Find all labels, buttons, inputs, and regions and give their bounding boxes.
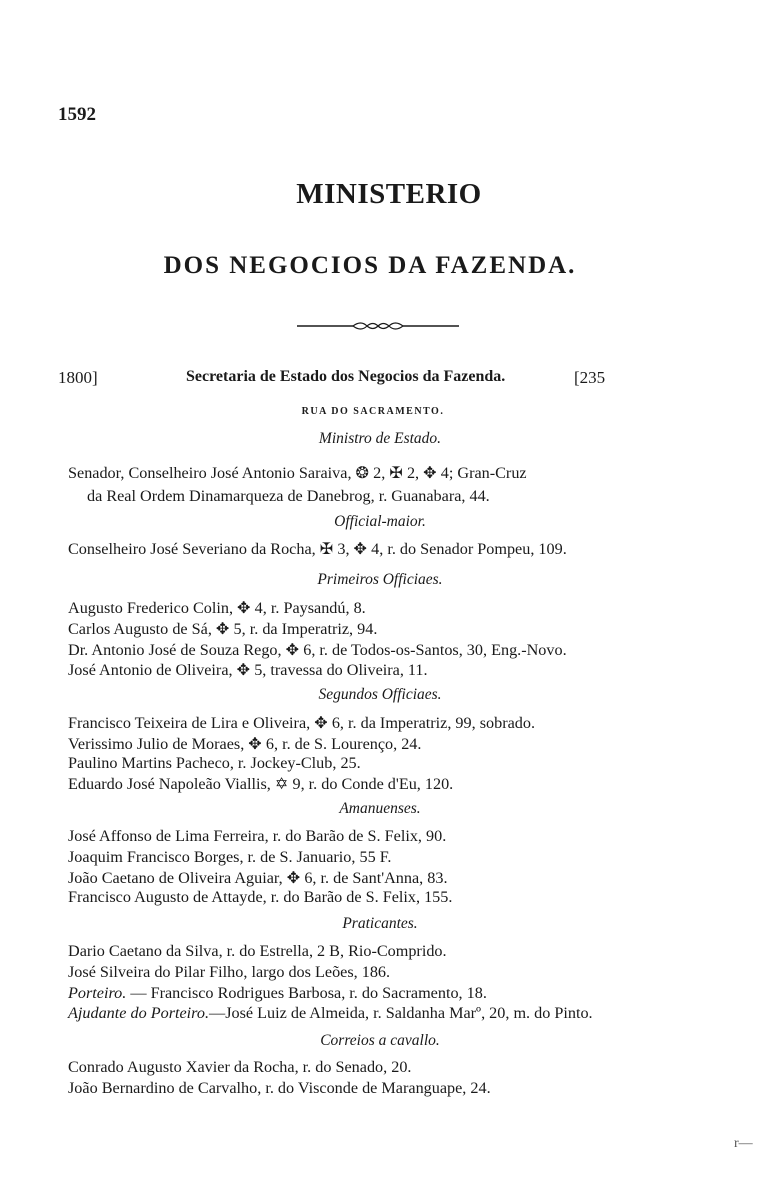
porteiro-label: Porteiro. <box>68 984 127 1002</box>
list-item: Dr. Antonio José de Souza Rego, ✥ 6, r. de Todos-os-Santos, 30, Eng.-Novo. <box>68 641 567 659</box>
address: RUA DO SACRAMENTO. <box>301 406 445 417</box>
list-item: Conrado Augusto Xavier da Rocha, r. do Senado, 20. <box>68 1058 412 1076</box>
ajudante-line <box>68 1004 593 1023</box>
ornamental-rule-icon <box>297 318 459 334</box>
list-item: Eduardo José Napoleão Viallis, ✡ 9, r. do Conde d'Eu, 120. <box>68 775 454 793</box>
porteiro-line <box>68 984 487 1003</box>
text-line: Senador, Conselheiro José Antonio Saraiva, ❂ 2, ✠ 2, ✥ 4; Gran-Cruz <box>68 464 527 482</box>
page-number: 1592 <box>58 104 96 125</box>
text-line: Conselheiro José Severiano da Rocha, ✠ 3, ✥ 4, r. do Senador Pompeu, 109. <box>68 540 567 558</box>
ministry-subtitle: DOS NEGOCIOS DA FAZENDA. <box>163 252 577 279</box>
section-primeiros: Primeiros Officiaes. <box>317 571 443 588</box>
section-correios: Correios a cavallo. <box>320 1032 440 1049</box>
list-item: José Affonso de Lima Ferreira, r. do Barão de S. Felix, 90. <box>68 827 447 845</box>
entry-header <box>58 368 718 392</box>
list-item: Augusto Frederico Colin, ✥ 4, r. Paysandú, 8. <box>68 599 366 617</box>
list-item: Francisco Teixeira de Lira e Oliveira, ✥ 6, r. da Imperatriz, 99, sobrado. <box>68 714 536 732</box>
list-item: João Bernardino de Carvalho, r. do Visconde de Maranguape, 24. <box>68 1079 491 1097</box>
section-official-maior: Official-maior. <box>334 513 426 530</box>
ajudante-label: Ajudante do Porteiro. <box>68 1004 210 1022</box>
list-item: Paulino Martins Pacheco, r. Jockey-Club, 25. <box>68 754 361 772</box>
entry-title: Secretaria de Estado dos Negocios da Fazenda. <box>186 368 506 385</box>
list-item: Dario Caetano da Silva, r. do Estrella, 2 B, Rio-Comprido. <box>68 942 447 960</box>
list-item: Joaquim Francisco Borges, r. de S. Januario, 55 F. <box>68 848 392 866</box>
list-item: José Silveira do Pilar Filho, largo dos Leões, 186. <box>68 963 391 981</box>
list-item: José Antonio de Oliveira, ✥ 5, travessa do Oliveira, 11. <box>68 661 428 679</box>
section-praticantes: Praticantes. <box>342 915 418 932</box>
porteiro-text: — Francisco Rodrigues Barbosa, r. do Sacramento, 18. <box>126 984 487 1002</box>
ajudante-text: —José Luiz de Almeida, r. Saldanha Marº, 20, m. do Pinto. <box>209 1004 593 1022</box>
entry-page-ref: [235 <box>574 368 606 387</box>
section-segundos: Segundos Officiaes. <box>318 686 442 703</box>
list-item: João Caetano de Oliveira Aguiar, ✥ 6, r. de Sant'Anna, 83. <box>68 869 448 887</box>
list-item: Carlos Augusto de Sá, ✥ 5, r. da Imperatriz, 94. <box>68 620 378 638</box>
list-item: Francisco Augusto de Attayde, r. do Barão de S. Felix, 155. <box>68 888 453 906</box>
list-item: Verissimo Julio de Moraes, ✥ 6, r. de S. Lourenço, 24. <box>68 735 422 753</box>
entry-number: 1800] <box>58 368 98 387</box>
section-ministro: Ministro de Estado. <box>318 430 442 447</box>
edge-mark: r— <box>734 1136 753 1151</box>
ministry-title: MINISTERIO <box>296 178 482 210</box>
section-amanuenses: Amanuenses. <box>339 800 421 817</box>
text-line: da Real Ordem Dinamarqueza de Danebrog, r. Guanabara, 44. <box>87 487 490 505</box>
